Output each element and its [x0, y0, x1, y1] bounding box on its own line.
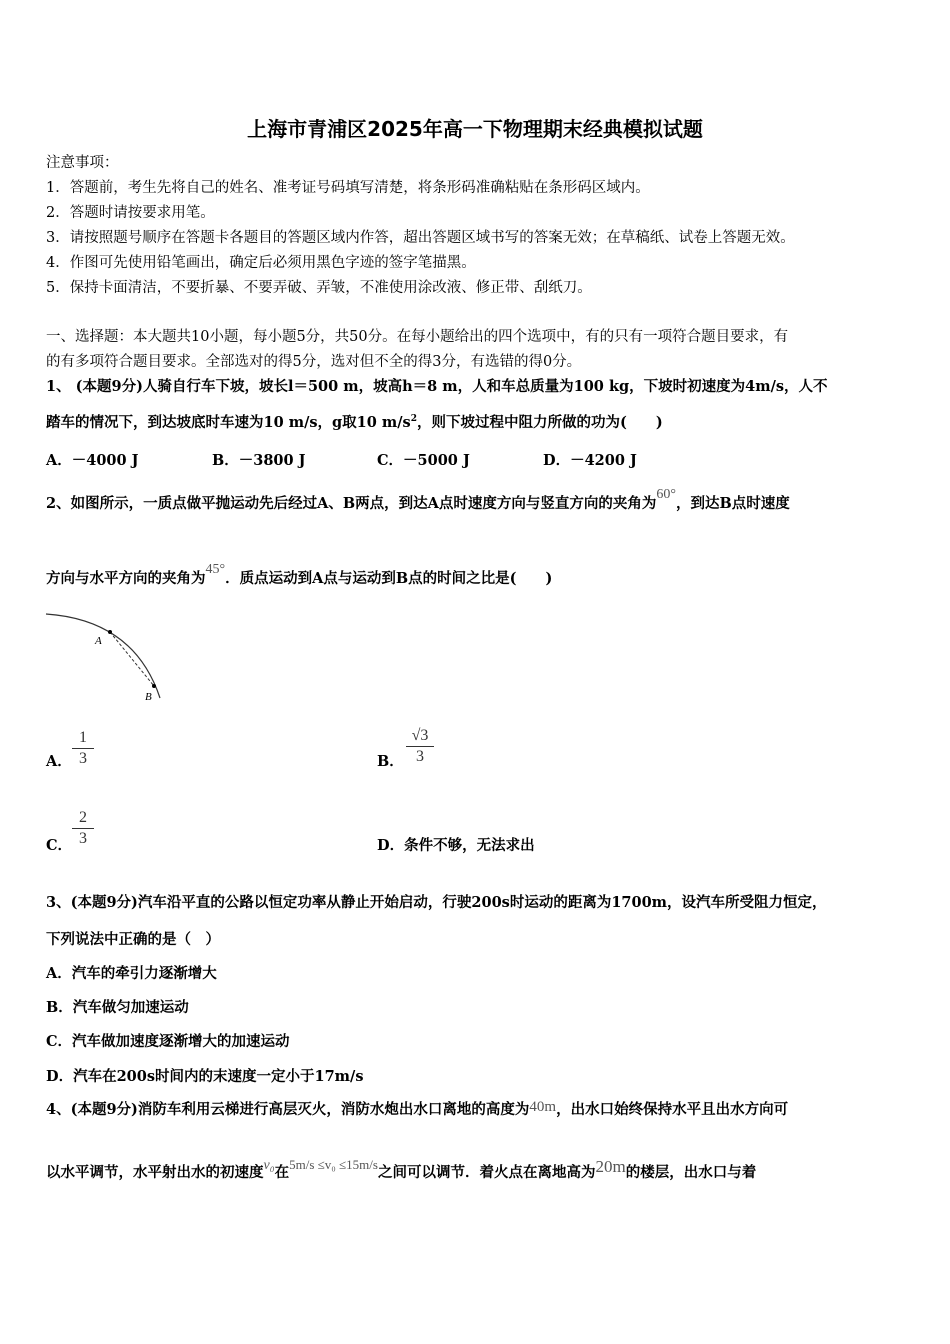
- notice-item-2: 2．答题时请按要求用笔。: [46, 205, 215, 221]
- label-a: A: [95, 635, 102, 647]
- q1-sup: 2: [410, 414, 417, 424]
- q4-v0: v₀: [263, 1158, 275, 1173]
- section-instructions-line-1: 一、选择题：本大题共10小题，每小题5分，共50分。在每小题给出的四个选项中，有的只有一项符合题目要求，有: [46, 329, 789, 345]
- point-a: [108, 630, 112, 634]
- q2-option-c-label: C．: [46, 837, 73, 854]
- q1-option-a: A．－4000 J: [46, 452, 139, 469]
- q4-line-1a: 4、(本题9分)消防车利用云梯进行高层灭火，消防水炮出水口离地的高度为: [46, 1101, 530, 1118]
- q4-line-2c: 之间可以调节．着火点在离地高为: [377, 1164, 596, 1181]
- q4-line-2d: 的楼层，出水口与着: [625, 1164, 757, 1181]
- q2-option-a-num: 1: [72, 729, 94, 749]
- q3-option-c: C．汽车做加速度逐渐增大的加速运动: [46, 1033, 290, 1050]
- q4-line-2a: 以水平调节，水平射出水的初速度: [46, 1164, 264, 1181]
- q3-line-1: 3、(本题9分)汽车沿平直的公路以恒定功率从静止开始启动，行驶200s时运动的距离为1700m，设汽车所受阻力恒定，: [46, 894, 827, 911]
- q1-option-c: C．－5000 J: [377, 452, 470, 469]
- q2-option-c-fraction: [72, 809, 94, 848]
- notice-item-5: 5．保持卡面清洁，不要折暴、不要弄破、弄皱，不准使用涂改液、修正带、刮纸刀。: [46, 280, 592, 296]
- trajectory-curve: [46, 614, 160, 698]
- q2-angle-45: 45°: [205, 562, 226, 577]
- q3-line-2: 下列说法中正确的是（ ）: [46, 931, 220, 948]
- q2-option-d: D．条件不够，无法求出: [377, 837, 535, 854]
- q1-line-2a: 踏车的情况下，到达坡底时车速为10 m/s，g取10 m/s: [46, 414, 411, 431]
- label-b: B: [145, 691, 152, 703]
- q2-option-a-fraction: [72, 729, 94, 768]
- q3-option-a: A．汽车的牵引力逐渐增大: [46, 965, 217, 982]
- chord-dashed-line: [110, 632, 154, 686]
- section-instructions-line-2: 的有多项符合题目要求。全部选对的得5分，选对但不全的得3分，有选错的得0分。: [46, 354, 582, 370]
- q4-line-2: [46, 1157, 757, 1184]
- q3-option-d: D．汽车在200s时间内的末速度一定小于17m/s: [46, 1068, 364, 1085]
- q2-line-2a: 方向与水平方向的夹角为: [46, 570, 206, 587]
- notice-item-1: 1．答题前，考生先将自己的姓名、准考证号码填写清楚，将条形码准确粘贴在条形码区域内。: [46, 180, 650, 196]
- q1-option-b: B．－3800 J: [212, 452, 306, 469]
- q2-line-1a: 2、如图所示，一质点做平抛运动先后经过A、B两点，到达A点时速度方向与竖直方向的夹角为: [46, 495, 657, 512]
- q4-height-20m: 20m: [595, 1157, 626, 1176]
- trajectory-figure: [44, 606, 174, 706]
- q4-velocity-range: 5m/s ≤v₀ ≤15m/s: [289, 1157, 378, 1172]
- q1-option-d: D．－4200 J: [543, 452, 637, 469]
- q2-option-b-num: √3: [406, 727, 434, 747]
- q2-line-2: [46, 562, 553, 590]
- q2-option-c-num: 2: [72, 809, 94, 829]
- q2-option-c-den: 3: [79, 830, 87, 847]
- notice-header: 注意事项：: [46, 155, 119, 171]
- notice-item-3: 3．请按照题号顺序在答题卡各题目的答题区域内作答，超出答题区域书写的答案无效；在草稿纸、试卷上答题无效。: [46, 230, 795, 246]
- q1-line-2b: ，则下坡过程中阻力所做的功为( ): [416, 414, 663, 431]
- q2-line-2b: ．质点运动到A点与运动到B点的时间之比是( ): [225, 570, 553, 587]
- point-b: [152, 684, 156, 688]
- q4-line-1: [46, 1100, 788, 1120]
- q4-line-1b: ，出水口始终保持水平且出水方向可: [556, 1101, 789, 1118]
- q1-line-1: 1、 (本题9分)人骑自行车下坡，坡长l＝500 m，坡高h＝8 m，人和车总质量为100 kg，下坡时初速度为4m/s，人不: [46, 378, 828, 395]
- q2-line-1: [46, 487, 790, 515]
- q2-angle-60: 60°: [656, 487, 676, 502]
- notice-item-4: 4．作图可先使用铅笔画出，确定后必须用黑色字迹的签字笔描黑。: [46, 255, 476, 271]
- q2-line-1b: ，到达B点时速度: [675, 495, 790, 512]
- q2-option-b-fraction: [406, 727, 434, 766]
- q2-option-a-den: 3: [79, 750, 87, 767]
- q2-option-a-label: A．: [46, 753, 72, 770]
- q4-height-40m: 40m: [529, 1099, 557, 1115]
- q2-option-b-label: B．: [377, 753, 404, 770]
- q1-line-2: [46, 413, 663, 435]
- q4-line-2b: 在: [274, 1164, 290, 1181]
- q3-option-b: B．汽车做匀加速运动: [46, 999, 189, 1016]
- q2-option-b-den: 3: [416, 748, 424, 765]
- page-title: 上海市青浦区2025年高一下物理期末经典模拟试题: [247, 117, 703, 141]
